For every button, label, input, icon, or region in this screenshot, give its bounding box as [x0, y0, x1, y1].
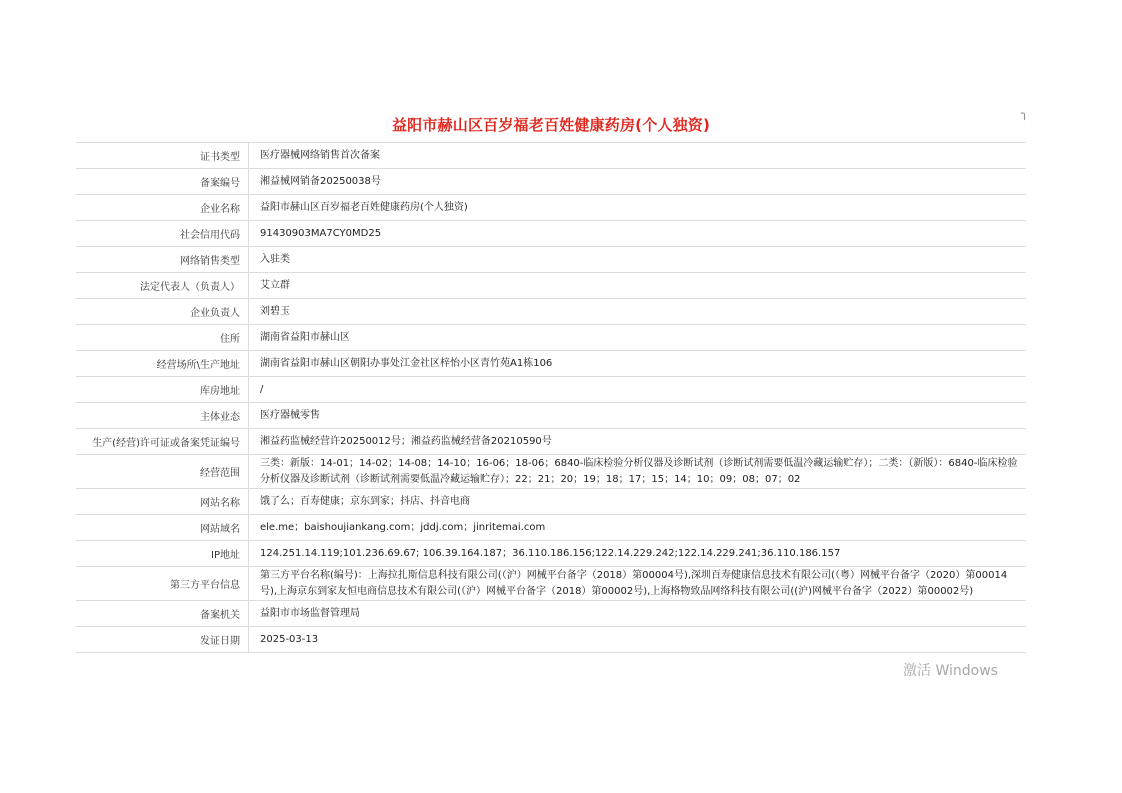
table-row	[76, 195, 1026, 221]
row-value: 91430903MA7CY0MD25	[249, 221, 1027, 247]
row-label: 第三方平台信息	[76, 567, 249, 601]
row-label: IP地址	[76, 541, 249, 567]
row-label: 企业名称	[76, 195, 249, 221]
row-label: 住所	[76, 325, 249, 351]
row-value: 湘益械网销备20250038号	[249, 169, 1027, 195]
row-value: 湘益药监械经营许20250012号；湘益药监械经营备20210590号	[249, 429, 1027, 455]
table-row	[76, 169, 1026, 195]
row-label: 证书类型	[76, 143, 249, 169]
record-document	[76, 106, 1029, 653]
row-label: 网站域名	[76, 515, 249, 541]
table-row	[76, 143, 1026, 169]
row-value: 刘碧玉	[249, 299, 1027, 325]
row-value: 入驻类	[249, 247, 1027, 273]
row-value: 湖南省益阳市赫山区	[249, 325, 1027, 351]
row-value: 第三方平台名称(编号)：上海拉扎斯信息科技有限公司(（沪）网械平台备字（2018）第00004号),深圳百寿健康信息技术有限公司(（粤）网械平台备字（2020）第00014号),上海京东到家友恒电商信息技术有限公司(（沪）网械平台备字（2018）第00002号),上海格物致品网络科技有限公司((沪)网械平台备字（2022）第00002号)	[249, 567, 1027, 601]
row-label: 网站名称	[76, 489, 249, 515]
row-value: 艾立群	[249, 273, 1027, 299]
row-label: 网络销售类型	[76, 247, 249, 273]
row-label: 法定代表人（负责人）	[76, 273, 249, 299]
row-label: 经营场所\生产地址	[76, 351, 249, 377]
table-row	[76, 325, 1026, 351]
row-label: 备案机关	[76, 601, 249, 627]
table-row	[76, 299, 1026, 325]
table-row	[76, 403, 1026, 429]
table-row	[76, 627, 1026, 653]
table-row	[76, 541, 1026, 567]
table-row	[76, 221, 1026, 247]
row-label: 生产(经营)许可证或备案凭证编号	[76, 429, 249, 455]
row-value: 饿了么；百寿健康；京东到家；抖店、抖音电商	[249, 489, 1027, 515]
table-row	[76, 429, 1026, 455]
corner-mark: ╮	[1021, 106, 1029, 120]
row-label: 备案编号	[76, 169, 249, 195]
record-table	[76, 142, 1026, 653]
row-label: 企业负责人	[76, 299, 249, 325]
document-title: 益阳市赫山区百岁福老百姓健康药房(个人独资)	[391, 116, 711, 134]
row-label: 社会信用代码	[76, 221, 249, 247]
row-label: 发证日期	[76, 627, 249, 653]
row-value: 124.251.14.119;101.236.69.67; 106.39.164.187；36.110.186.156;122.14.229.242;122.14.229.241;36.110.186.157	[249, 541, 1027, 567]
table-row	[76, 567, 1026, 601]
table-row	[76, 351, 1026, 377]
table-row	[76, 455, 1026, 489]
row-value: ele.me；baishoujiankang.com；jddj.com；jinritemai.com	[249, 515, 1027, 541]
table-row	[76, 489, 1026, 515]
table-row	[76, 273, 1026, 299]
table-row	[76, 515, 1026, 541]
row-value: 益阳市市场监督管理局	[249, 601, 1027, 627]
table-row	[76, 377, 1026, 403]
row-value: 医疗器械网络销售首次备案	[249, 143, 1027, 169]
row-label: 经营范围	[76, 455, 249, 489]
row-value: 三类：新版：14-01；14-02；14-08；14-10；16-06；18-06；6840-临床检验分析仪器及诊断试剂（诊断试剂需要低温冷藏运输贮存）；二类：（新版）：6840-临床检验分析仪器及诊断试剂（诊断试剂需要低温冷藏运输贮存）；22；21；20；19；18；17；15；14；10；09；08；07；02	[249, 455, 1027, 489]
row-label: 主体业态	[76, 403, 249, 429]
row-label: 库房地址	[76, 377, 249, 403]
windows-activation-watermark: 激活 Windows	[903, 663, 998, 679]
table-row	[76, 601, 1026, 627]
table-row	[76, 247, 1026, 273]
row-value: /	[249, 377, 1027, 403]
row-value: 2025-03-13	[249, 627, 1027, 653]
row-value: 湖南省益阳市赫山区朝阳办事处江金社区梓怡小区青竹苑A1栋106	[249, 351, 1027, 377]
row-value: 益阳市赫山区百岁福老百姓健康药房(个人独资)	[249, 195, 1027, 221]
row-value: 医疗器械零售	[249, 403, 1027, 429]
